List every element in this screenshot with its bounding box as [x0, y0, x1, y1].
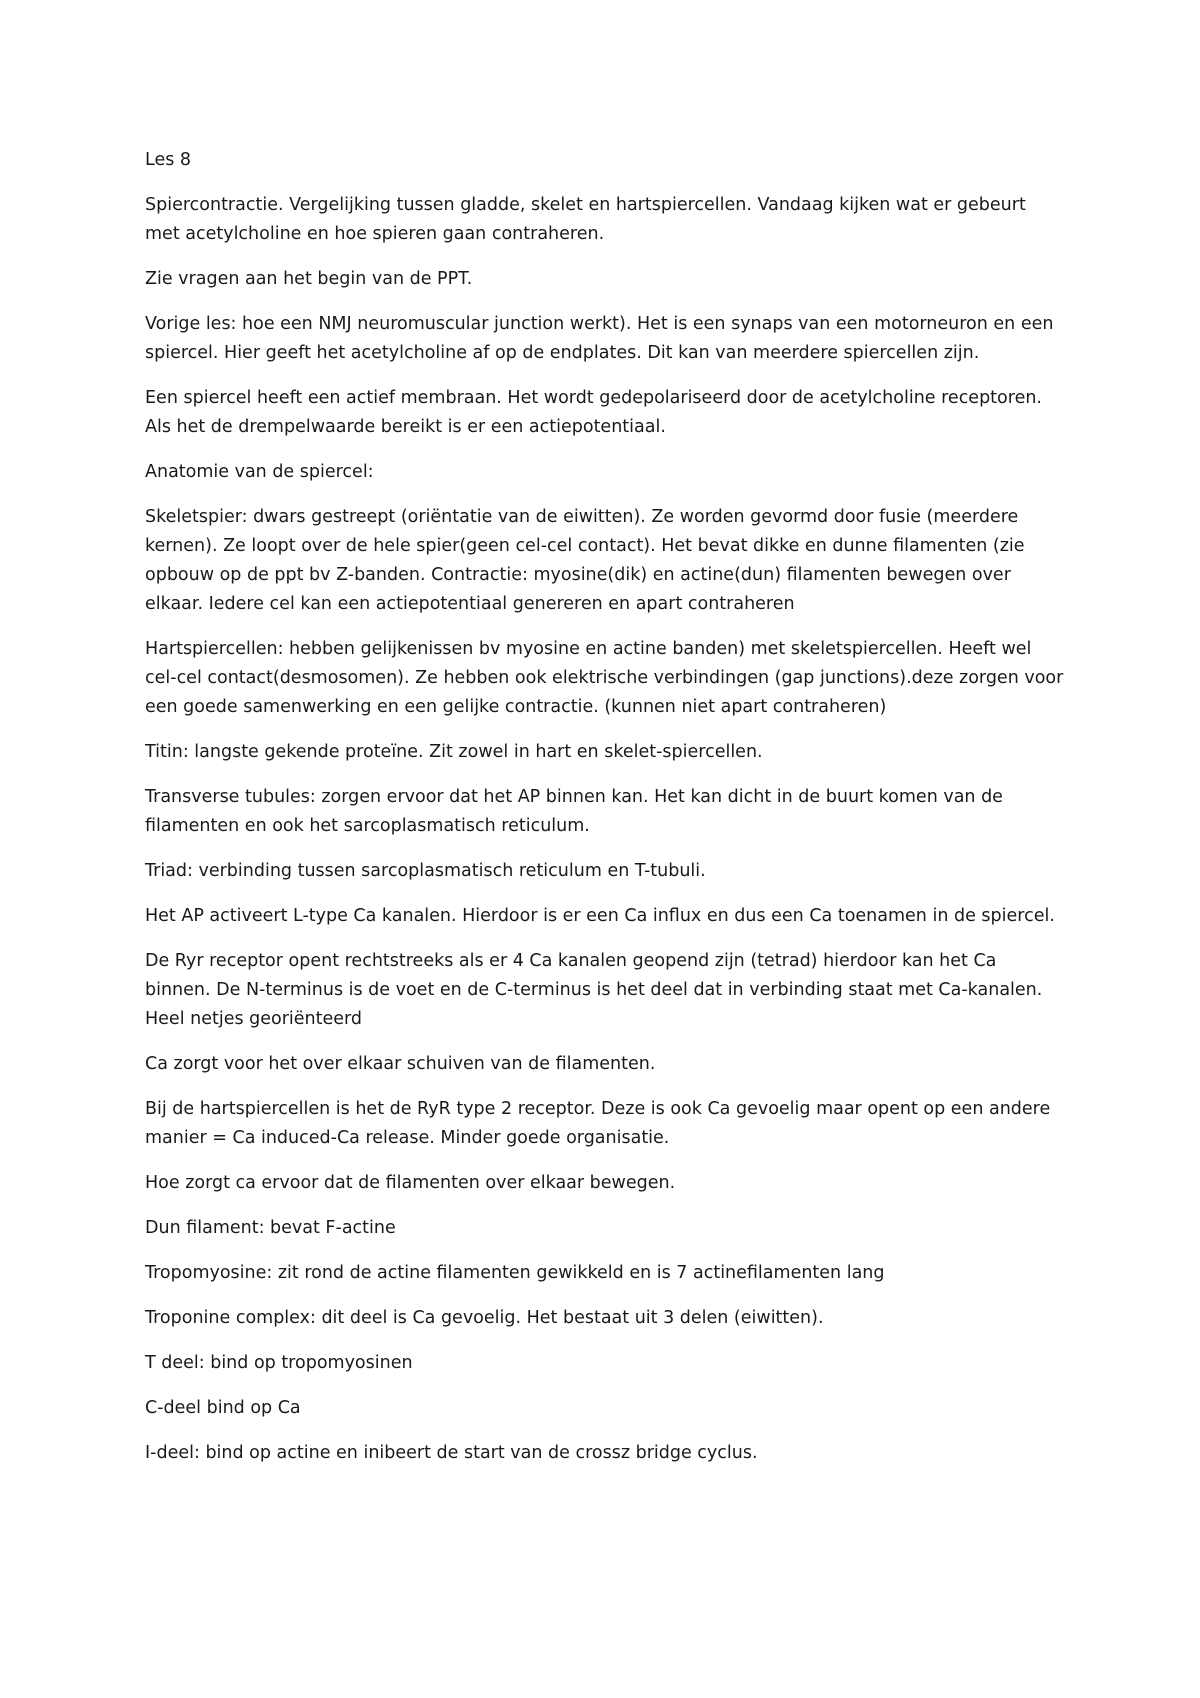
paragraph-previous-lesson: Vorige les: hoe een NMJ neuromuscular junction werkt). Het is een synaps van een motorneuron en een spiercel. Hier geeft het acetylcholine af op de endplates. Dit kan van meerdere spiercellen zijn.: [145, 314, 1054, 363]
document-body: [145, 146, 1065, 1484]
paragraph-transverse-tubules: Transverse tubules: zorgen ervoor dat het AP binnen kan. Het kan dicht in de buurt komen van de filamenten en ook het sarcoplasmatisch reticulum.: [145, 787, 1003, 836]
paragraph-tropomyosin: Tropomyosine: zit rond de actine filamenten gewikkeld en is 7 actinefilamenten lang: [145, 1263, 885, 1283]
paragraph-ryr-type-2: Bij de hartspiercellen is het de RyR type 2 receptor. Deze is ook Ca gevoelig maar opent op een andere manier = Ca induced-Ca release. Minder goede organisatie.: [145, 1099, 1051, 1148]
paragraph-titin: Titin: langste gekende proteïne. Zit zowel in hart en skelet-spiercellen.: [145, 742, 763, 762]
section-heading-anatomy: Anatomie van de spiercel:: [145, 462, 374, 482]
lesson-title: Les 8: [145, 150, 192, 170]
paragraph-ca-question: Hoe zorgt ca ervoor dat de filamenten over elkaar bewegen.: [145, 1173, 676, 1193]
paragraph-l-type-channels: Het AP activeert L-type Ca kanalen. Hierdoor is er een Ca influx en dus een Ca toenamen in de spiercel.: [145, 906, 1055, 926]
paragraph-t-part: T deel: bind op tropomyosinen: [145, 1353, 413, 1373]
paragraph-intro: Spiercontractie. Vergelijking tussen gladde, skelet en hartspiercellen. Vandaag kijken wat er gebeurt met acetylcholine en hoe spieren gaan contraheren.: [145, 195, 1026, 244]
paragraph-i-part: I-deel: bind op actine en inibeert de start van de crossz bridge cyclus.: [145, 1443, 758, 1463]
paragraph-troponin-complex: Troponine complex: dit deel is Ca gevoelig. Het bestaat uit 3 delen (eiwitten).: [145, 1308, 824, 1328]
paragraph-thin-filament: Dun filament: bevat F-actine: [145, 1218, 396, 1238]
paragraph-heart-muscle: Hartspiercellen: hebben gelijkenissen bv myosine en actine banden) met skeletspiercellen. Heeft wel cel-cel contact(desmosomen). Ze hebben ook elektrische verbindingen (gap junctions).deze zorgen voor een goede samenwerking en een gelijke contractie. (kunnen niet apart contraheren): [145, 639, 1064, 717]
paragraph-questions: Zie vragen aan het begin van de PPT.: [145, 269, 473, 289]
paragraph-skeletal-muscle: Skeletspier: dwars gestreept (oriëntatie van de eiwitten). Ze worden gevormd door fusie (meerdere kernen). Ze loopt over de hele spier(geen cel-cel contact). Het bevat dikke en dunne filamenten (zie opbouw op de ppt bv Z-banden. Contractie: myosine(dik) en actine(dun) filamenten bewegen over elkaar. Iedere cel kan een actiepotentiaal genereren en apart contraheren: [145, 507, 1025, 614]
paragraph-triad: Triad: verbinding tussen sarcoplasmatisch reticulum en T-tubuli.: [145, 861, 706, 881]
paragraph-active-membrane: Een spiercel heeft een actief membraan. Het wordt gedepolariseerd door de acetylcholine receptoren. Als het de drempelwaarde bereikt is er een actiepotentiaal.: [145, 388, 1042, 437]
paragraph-ca-filaments: Ca zorgt voor het over elkaar schuiven van de filamenten.: [145, 1054, 656, 1074]
paragraph-c-part: C-deel bind op Ca: [145, 1398, 301, 1418]
paragraph-ryr-receptor: De Ryr receptor opent rechtstreeks als er 4 Ca kanalen geopend zijn (tetrad) hierdoor kan het Ca binnen. De N-terminus is de voet en de C-terminus is het deel dat in verbinding staat met Ca-kanalen. Heel netjes georiënteerd: [145, 951, 1043, 1029]
